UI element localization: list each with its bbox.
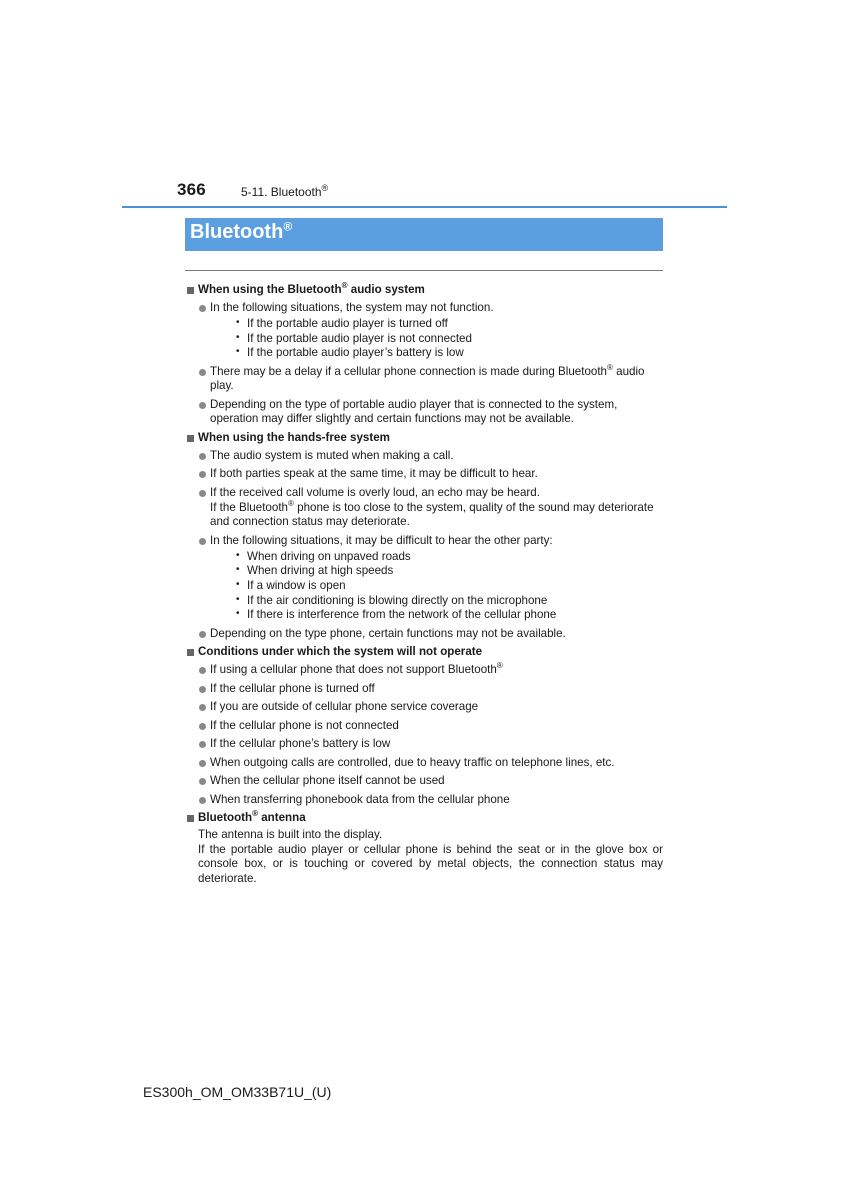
registered-mark: ® — [252, 808, 258, 818]
registered-mark: ® — [341, 280, 348, 290]
list-item: When outgoing calls are controlled, due to heavy traffic on telephone lines, etc. — [185, 756, 663, 771]
heading-hands-free: When using the hands-free system — [185, 431, 663, 446]
list-item: If the cellular phone is turned off — [185, 682, 663, 697]
list-item: Depending on the type phone, certain functions may not be available. — [185, 627, 663, 642]
breadcrumb-text: 5-11. Bluetooth — [241, 185, 322, 199]
paragraph-line: If the portable audio player or cellular phone is behind the seat or in the glove box or console box, or is touching or covered by metal objects, the connection status may deteriorate. — [198, 842, 663, 886]
list-item: When the cellular phone itself cannot be used — [185, 774, 663, 789]
list-item-text: In the following situations, the system may not function. — [210, 300, 494, 314]
section-rule — [185, 270, 663, 271]
content — [185, 279, 663, 887]
list-item-text: If the Bluetooth — [210, 500, 288, 514]
list-item-text: audio play. — [210, 364, 645, 393]
heading-text: antenna — [258, 810, 306, 824]
list-item — [185, 534, 663, 623]
heading-audio-system — [185, 280, 663, 298]
list-item — [185, 486, 663, 530]
sub-list-item: • When driving at high speeds — [210, 564, 663, 579]
list-item-text: In the following situations, it may be difficult to hear the other party: — [210, 533, 553, 547]
sub-list-item: • If there is interference from the network of the cellular phone — [210, 608, 663, 623]
sub-list-item: • When driving on unpaved roads — [210, 550, 663, 565]
list-item-text: If the received call volume is overly loud, an echo may be heard. — [210, 485, 540, 499]
footer-document-code: ES300h_OM_OM33B71U_(U) — [143, 1084, 332, 1100]
list-item: If both parties speak at the same time, it may be difficult to hear. — [185, 467, 663, 482]
heading-text: audio system — [347, 282, 425, 296]
list-item — [185, 362, 663, 394]
header-rule — [122, 206, 727, 208]
sub-list-item: • If the portable audio player is not connected — [210, 332, 663, 347]
page-title — [185, 218, 663, 251]
registered-mark: ® — [496, 661, 503, 671]
registered-mark: ® — [607, 362, 613, 372]
sub-list — [210, 317, 663, 361]
list-item — [185, 301, 663, 361]
list-item-text: phone is too close to the system, quality of the sound may deteriorate and connection status may deteriorate. — [210, 500, 654, 529]
sub-list — [210, 550, 663, 623]
list-item-text: If using a cellular phone that does not support Bluetooth — [210, 663, 497, 677]
list-item: If you are outside of cellular phone service coverage — [185, 700, 663, 715]
list-item — [185, 663, 663, 678]
sub-list-item: • If the air conditioning is blowing directly on the microphone — [210, 594, 663, 609]
list-item-text: There may be a delay if a cellular phone connection is made during Bluetooth — [210, 364, 608, 378]
sub-list-item: • If the portable audio player’s battery is low — [210, 346, 663, 361]
paragraph-line: The antenna is built into the display. — [198, 828, 383, 842]
registered-mark: ® — [321, 183, 329, 193]
heading-conditions: Conditions under which the system will not operate — [185, 645, 663, 660]
registered-mark: ® — [288, 498, 294, 508]
heading-text: When using the Bluetooth — [198, 282, 342, 296]
breadcrumb — [241, 185, 328, 199]
page-number: 366 — [177, 180, 206, 199]
list-item: If the cellular phone’s battery is low — [185, 737, 663, 752]
list-item: The audio system is muted when making a call. — [185, 449, 663, 464]
page-title-text: Bluetooth — [190, 221, 284, 243]
list-item: Depending on the type of portable audio player that is connected to the system, operation may differ slightly and certain functions may not be available. — [185, 398, 663, 427]
heading-text: Bluetooth — [198, 810, 253, 824]
list-item: If the cellular phone is not connected — [185, 719, 663, 734]
list-item: When transferring phonebook data from the cellular phone — [185, 793, 663, 808]
registered-mark: ® — [283, 219, 293, 234]
heading-antenna — [185, 808, 663, 826]
paragraph — [185, 828, 663, 886]
sub-list-item: • If the portable audio player is turned off — [210, 317, 663, 332]
sub-list-item: • If a window is open — [210, 579, 663, 594]
list-item-text — [210, 498, 663, 530]
